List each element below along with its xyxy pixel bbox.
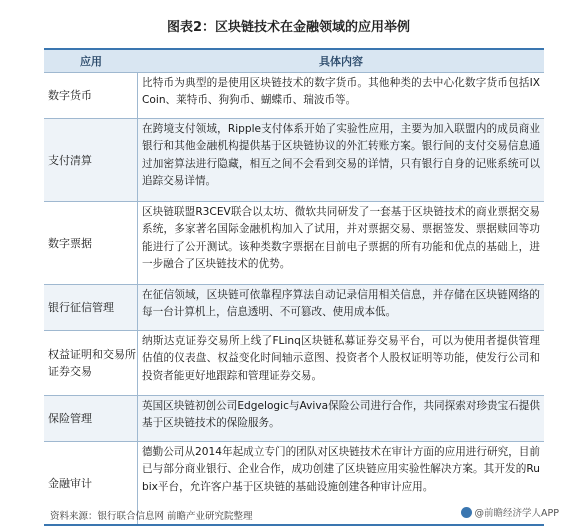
source-note: 资料来源：银行联合信息网 前瞻产业研究院整理 (50, 511, 253, 522)
header-application: 应用 (80, 55, 102, 68)
table-header (44, 50, 544, 73)
row-content: 英国区块链初创公司Edgelogic与Aviva保险公司进行合作，共同探索对珍贵宝石提供基于区块链技术的保险服务。 (142, 400, 540, 430)
table-body (44, 73, 544, 524)
brand-logo-icon (461, 507, 472, 518)
watermark-text: @前瞻经济学人APP (474, 508, 559, 519)
row-content: 纳斯达克证券交易所上线了FLinq区块链私募证券交易平台，可以为使用者提供管理估值的仪表盘、权益变化时间轴示意图、投资者个人股权证明等功能，使发行公司和投资者能更好地跟踪和管理证券交易。 (142, 335, 540, 382)
row-content: 区块链联盟R3CEV联合以太坊、微软共同研发了一套基于区块链技术的商业票据交易系统，多家著名国际金融机构加入了试用，并对票据交易、票据签发、票据赎回等功能进行了公开测试。该种类数字票据在目前电子票据的所有功能和优点的基础上，进一步融合了区块链技术的优势。 (142, 206, 540, 271)
row-category: 权益证明和交易所证券交易 (44, 331, 138, 395)
watermark (461, 505, 559, 519)
row-category: 银行征信管理 (44, 285, 138, 330)
table-row (44, 331, 544, 396)
table-row (44, 73, 544, 119)
page-title: 图表2：区块链技术在金融领域的应用举例 (166, 20, 411, 35)
row-category: 保险管理 (44, 396, 138, 441)
row-content: 在跨境支付领域，Ripple支付体系开始了实验性应用，主要为加入联盟内的成员商业银行和其他金融机构提供基于区块链协议的外汇转账方案。银行间的支付交易信息通过加密算法进行隐藏，相互之间不会看到交易的详情，只有银行自身的记账系统可以追踪交易详情。 (142, 123, 540, 188)
row-category: 支付清算 (44, 119, 138, 201)
application-table (44, 48, 544, 526)
row-content: 德勤公司从2014年起成立专门的团队对区块链技术在审计方面的应用进行研究，目前已与部分商业银行、企业合作，成功创建了区块链应用实验性解决方案。其开发的Rubix平台，允许客户基于区块链的基础设施创建各种审计应用。 (142, 446, 540, 493)
row-content: 比特币为典型的是使用区块链技术的数字货币。其他种类的去中心化数字货币包括IXCoin、莱特币、狗狗币、蝴蝶币、瑞波币等。 (142, 77, 540, 107)
row-category: 数字票据 (44, 202, 138, 284)
table-row (44, 119, 544, 202)
row-category: 金融审计 (44, 442, 138, 524)
table-row (44, 396, 544, 442)
table-row (44, 285, 544, 331)
row-content: 在征信领域，区块链可依靠程序算法自动记录信用相关信息，并存储在区块链网络的每一台计算机上，信息透明、不可篡改、使用成本低。 (142, 289, 540, 319)
header-content: 具体内容 (319, 55, 363, 68)
table-row (44, 202, 544, 285)
row-category: 数字货币 (44, 73, 138, 118)
